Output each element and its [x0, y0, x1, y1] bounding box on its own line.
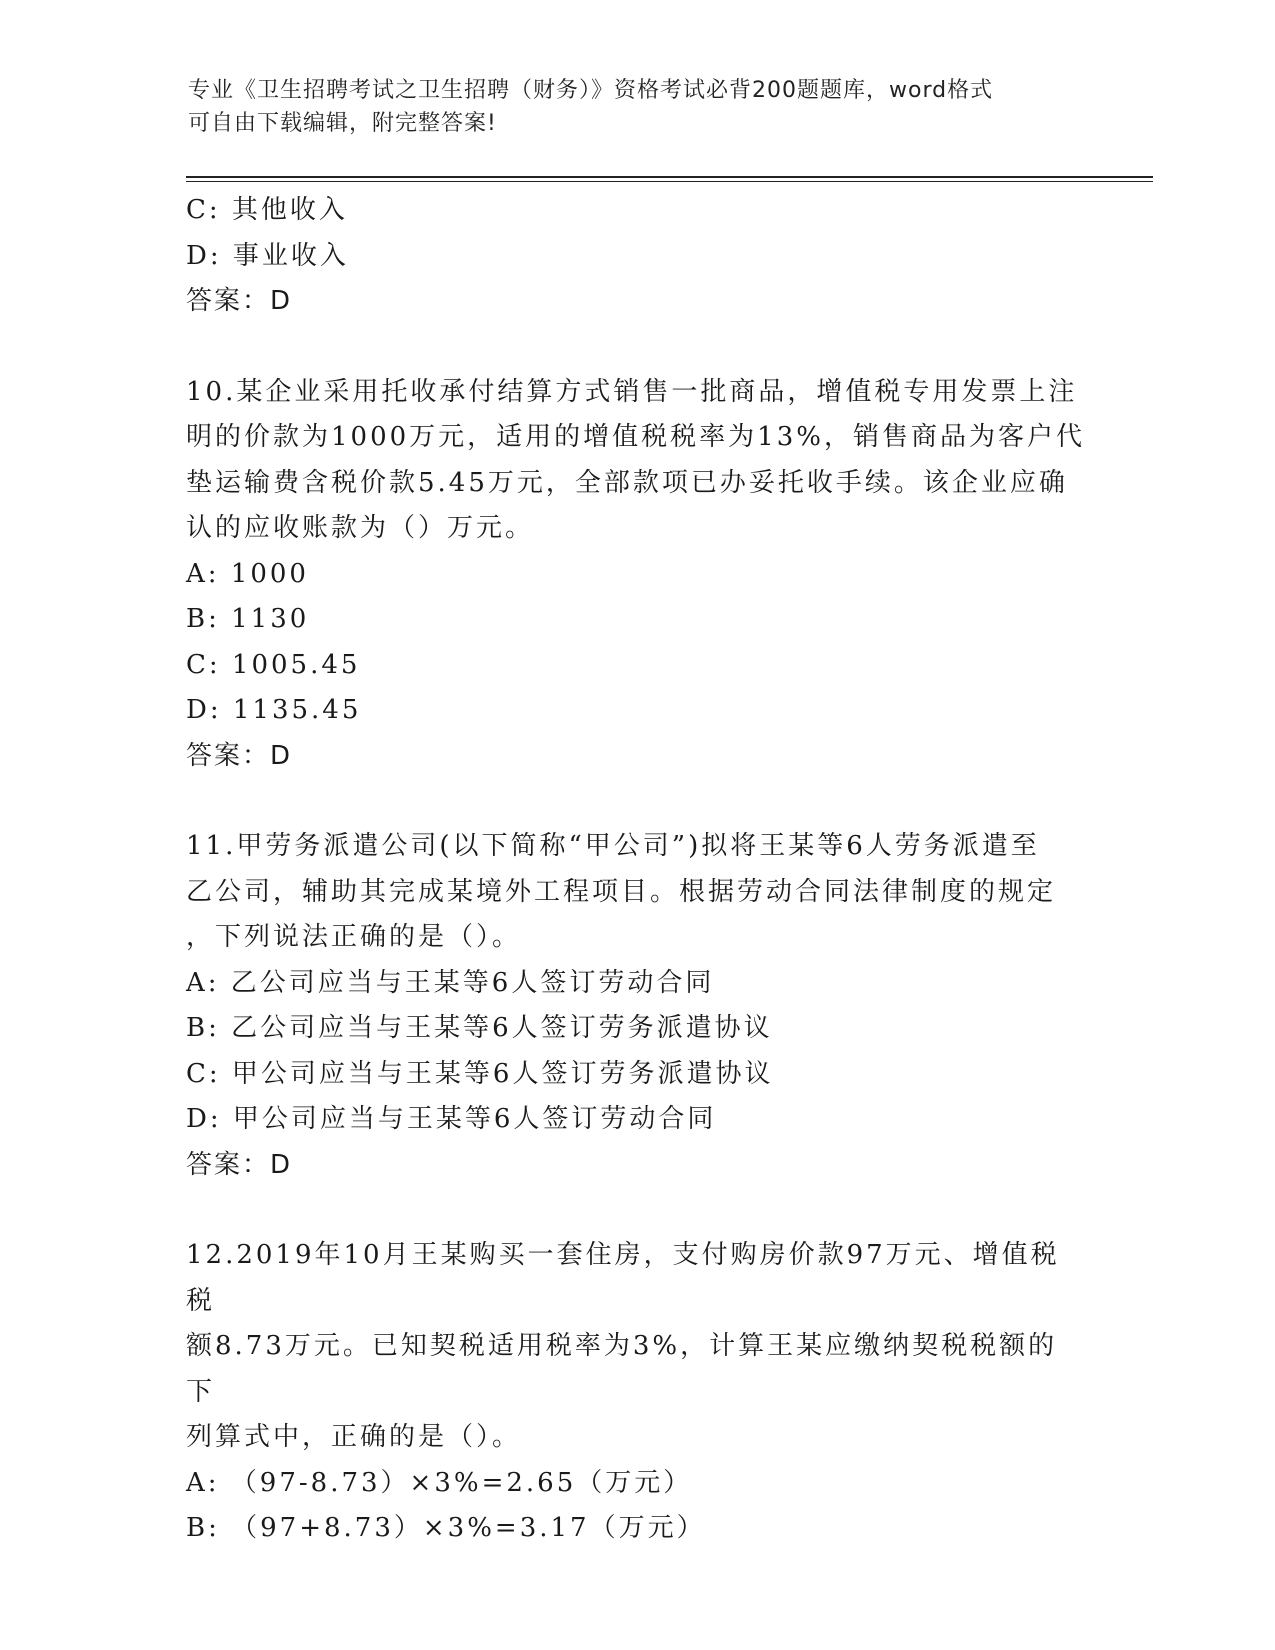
option-a: A: 乙公司应当与王某等6人签订劳动合同 [186, 967, 715, 998]
option-b: B: （97+8.73）×3%=3.17（万元） [186, 1513, 706, 1543]
question-10 [186, 370, 1086, 780]
option-a: A: （97-8.73）×3%=2.65（万元） [186, 1467, 693, 1498]
question-text-line: 明的价款为1000万元，适用的增值税税率为13%，销售商品为客户代 [186, 422, 1085, 452]
header-rule-thin [186, 181, 1153, 182]
option-d: D: 1135.45 [186, 695, 362, 725]
question-text-line: 垫运输费含税价款5.45万元，全部款项已办妥托收手续。该企业应确 [186, 467, 1068, 498]
answer: 答案：D [186, 740, 293, 771]
header-line-1: 专业《卫生招聘考试之卫生招聘（财务）》资格考试必背200题题库，word格式 [188, 78, 994, 103]
header-line-2: 可自由下载编辑，附完整答案! [188, 111, 497, 136]
question-12 [186, 1233, 1086, 1552]
question-text-line: 12.2019年10月王某购买一套住房，支付购房价款97万元、增值税税 [186, 1240, 1060, 1316]
question-text-line: 10.某企业采用托收承付结算方式销售一批商品，增值税专用发票上注 [186, 376, 1078, 407]
document-body [186, 188, 1086, 1552]
question-text-line: 乙公司，辅助其完成某境外工程项目。根据劳动合同法律制度的规定 [186, 876, 1057, 907]
option-c: C: 其他收入 [186, 195, 348, 225]
option-c: C: 1005.45 [186, 649, 361, 680]
option-b: B: 乙公司应当与王某等6人签订劳务派遣协议 [186, 1013, 773, 1043]
question-text-line: 列算式中，正确的是（）。 [186, 1422, 522, 1452]
option-c: C: 甲公司应当与王某等6人签订劳务派遣协议 [186, 1058, 774, 1089]
document-header [188, 74, 1088, 140]
question-9-tail [186, 188, 1086, 325]
option-a: A: 1000 [186, 558, 309, 589]
question-11 [186, 824, 1086, 1188]
question-text-line: ，下列说法正确的是（）。 [186, 922, 522, 952]
option-b: B: 1130 [186, 604, 310, 634]
question-text-line: 认的应收账款为（）万元。 [186, 513, 535, 543]
answer: 答案：D [186, 1149, 293, 1180]
answer: 答案：D [186, 286, 293, 316]
option-d: D: 事业收入 [186, 240, 349, 271]
header-rule-thick [186, 176, 1153, 178]
question-text-line: 11.甲劳务派遣公司(以下简称“甲公司”)拟将王某等6人劳务派遣至 [186, 831, 1040, 861]
option-d: D: 甲公司应当与王某等6人签订劳动合同 [186, 1104, 717, 1134]
question-text-line: 额8.73万元。已知契税适用税率为3%，计算王某应缴纳契税税额的下 [186, 1331, 1058, 1407]
